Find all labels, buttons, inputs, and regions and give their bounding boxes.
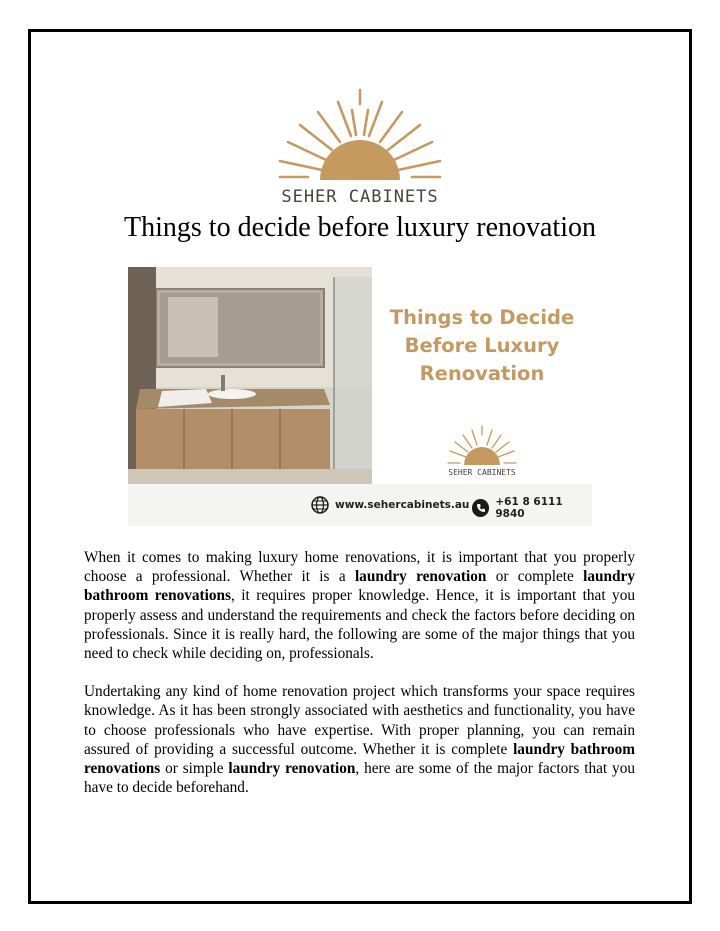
text-span: or simple [160,760,229,778]
article-body [84,548,635,816]
phone-icon [472,499,489,517]
text-span: When it comes to making luxury home renovations, it is important that you properly choose a professional. Whether it is a [84,549,635,586]
banner-logo-wordmark: SEHER CABINETS [448,468,516,477]
text-span: or complete [486,568,584,586]
website-text: www.sehercabinets.au [335,499,470,511]
phone-contact [472,496,592,520]
keyword-laundry-renovation: laundry renovation [354,568,487,586]
website-contact [311,496,469,514]
keyword-laundry-bathroom-renovations: laundry bathroom renovations [84,568,635,605]
banner-image [128,267,592,526]
text-span: Undertaking any kind of home renovation project which transforms your space requires knowledge. As it has been strongly associated with aesthetics and functionality, you have to choose professionals who have expertise. With proper planning, you can remain assured of providing a successful outcome. Whether it is complete [84,683,635,758]
contact-bar [128,484,592,526]
banner-heading: Things to Decide Before Luxury Renovation [389,306,575,385]
globe-icon [311,496,329,514]
bathroom-vanity-photo [128,267,372,484]
phone-text: +61 8 6111 9840 [495,496,563,520]
paragraph-2 [84,682,635,797]
seher-cabinets-logo [270,80,450,210]
sunburst-logo-icon [270,80,450,185]
keyword-laundry-renovation: laundry renovation [228,760,356,778]
text-span: , it requires proper knowledge. Hence, it is important that you properly assess and understand the requirements and check the factors before deciding on professionals. Since it is really hard, the following are some of the major things that you need to check while deciding on, professionals. [84,587,635,663]
text-span: , here are some of the major factors that you have to decide beforehand. [84,760,635,797]
banner-logo [442,423,522,483]
logo-wordmark: SEHER CABINETS [281,187,439,207]
keyword-laundry-bathroom-renovations: laundry bathroom renovations [84,740,635,778]
page-title: Things to decide before luxury renovation [124,212,596,243]
sunburst-logo-icon [442,423,522,467]
paragraph-1 [84,548,635,663]
